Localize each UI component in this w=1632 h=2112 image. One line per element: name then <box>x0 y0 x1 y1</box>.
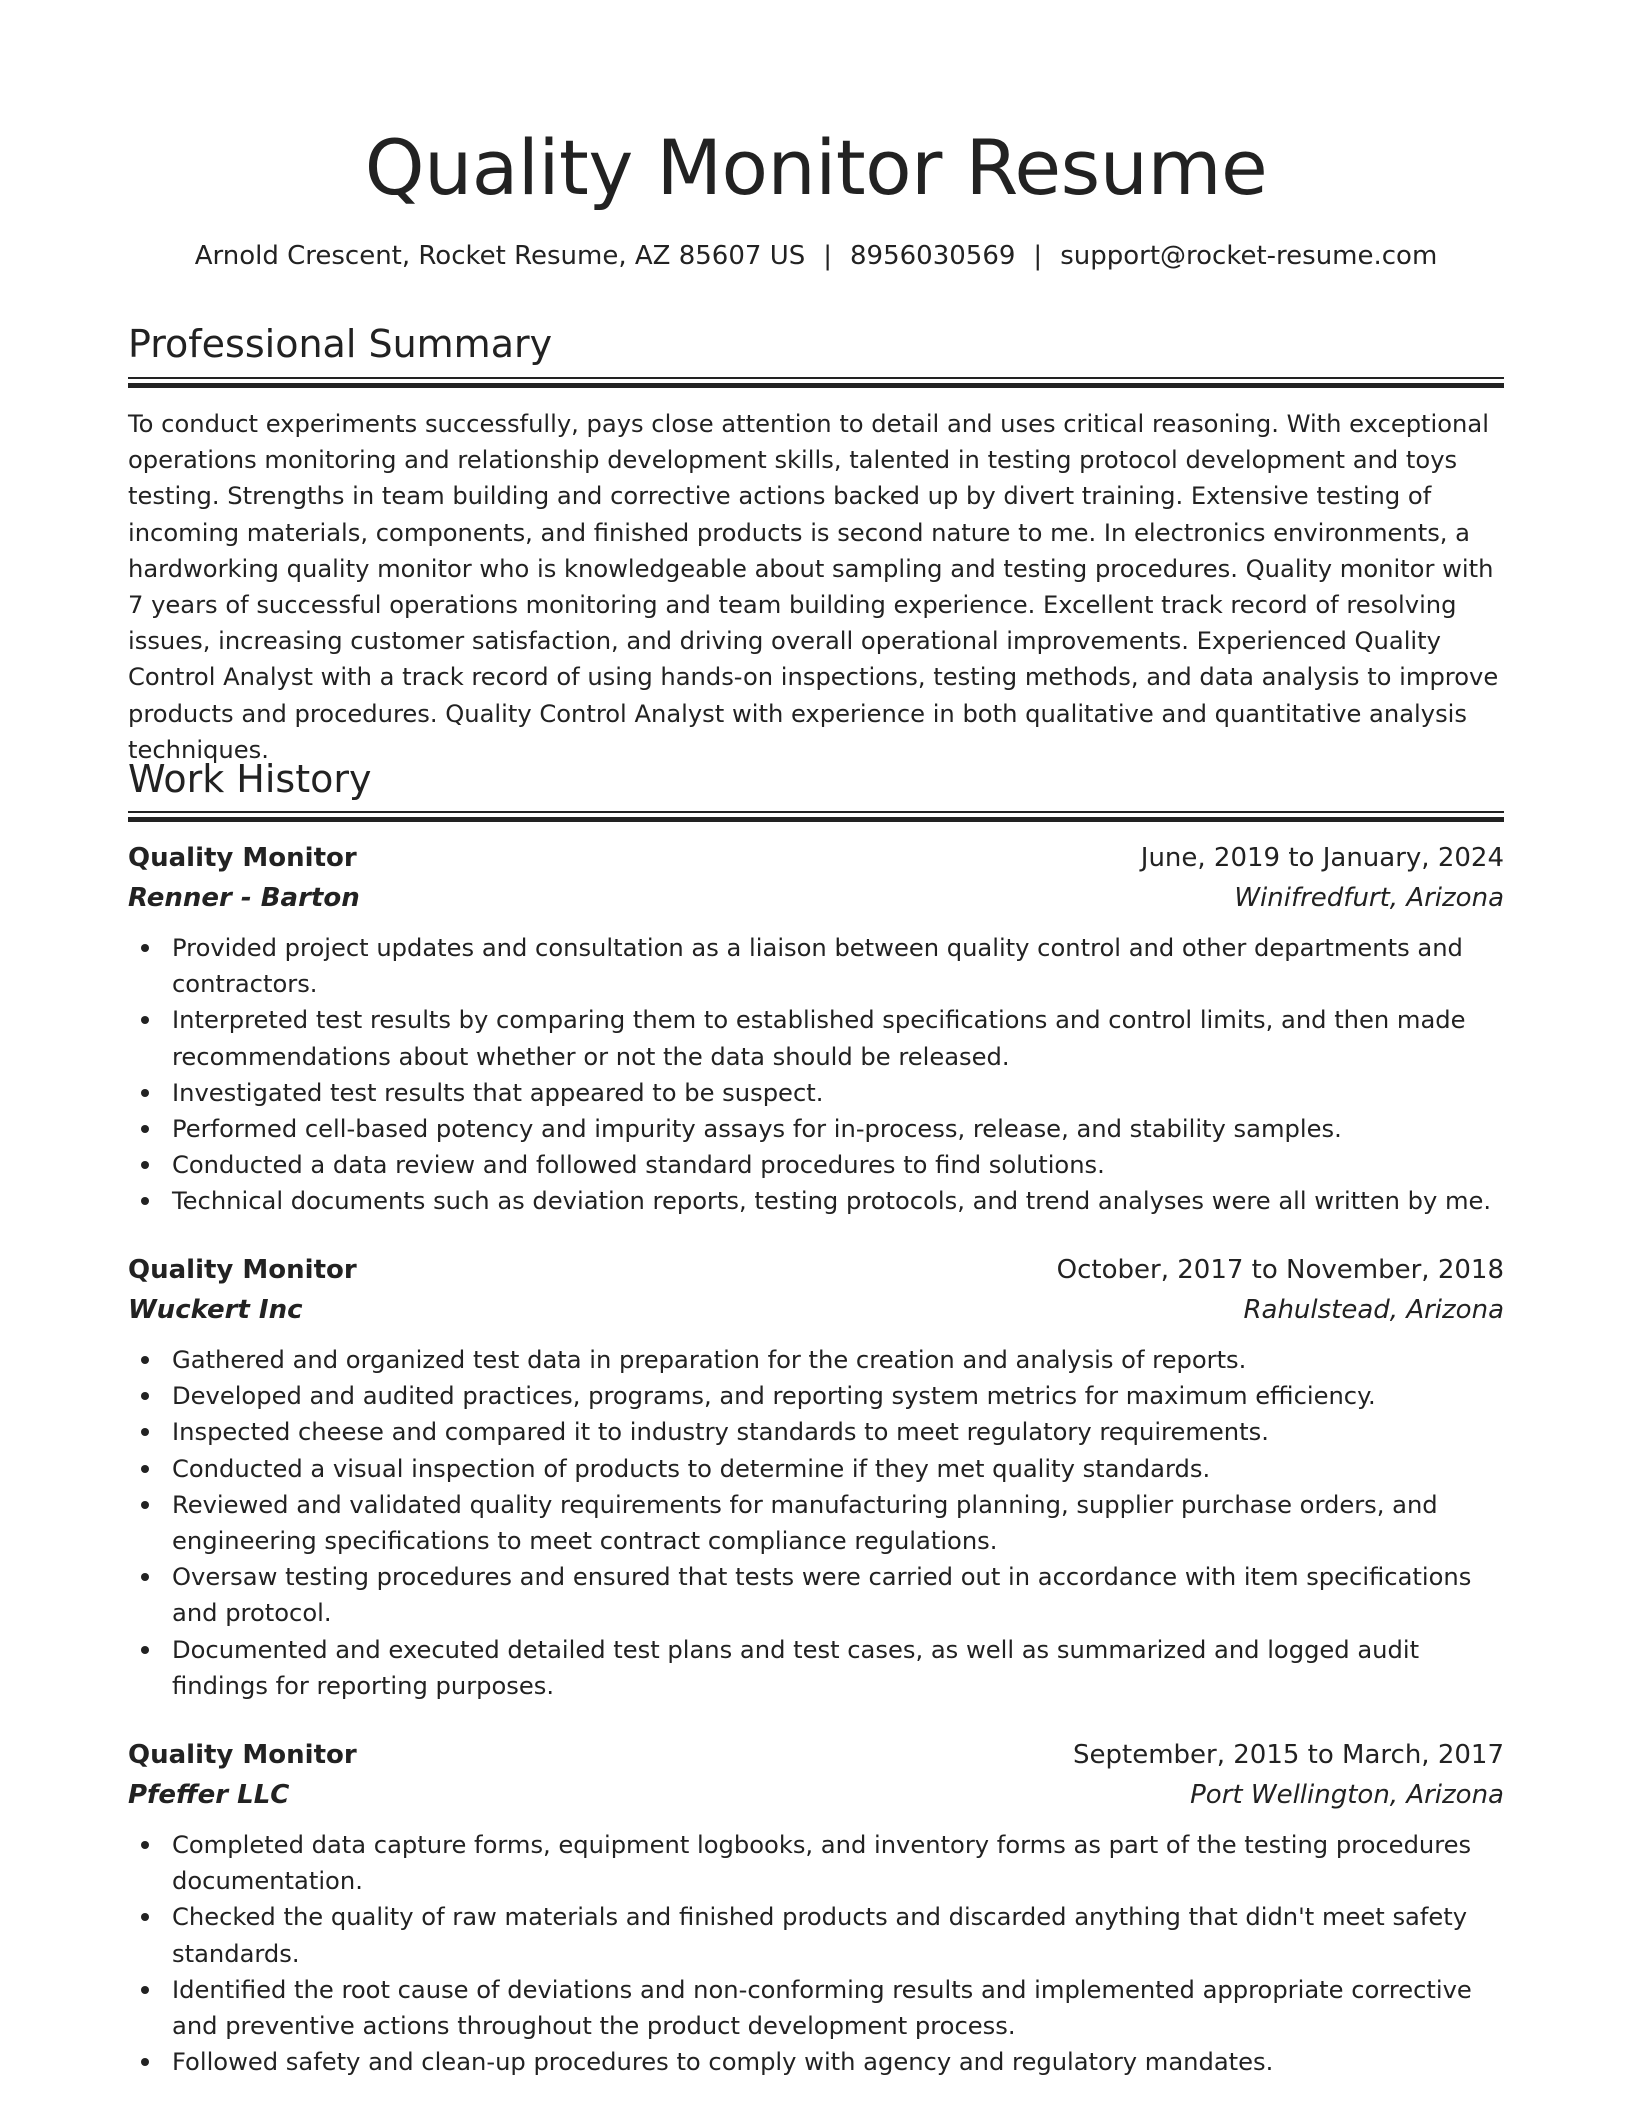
list-item: Conducted a visual inspection of products to determine if they met quality standards. <box>128 1451 1504 1487</box>
list-item: Interpreted test results by comparing them to established specifications and control limits, and then made recommendations about whether or not the data should be released. <box>128 1002 1504 1074</box>
job-title: Quality Monitor <box>128 1740 357 1770</box>
job-bullets <box>128 930 1504 1220</box>
job-dates: June, 2019 to January, 2024 <box>1140 843 1504 873</box>
list-item: Technical documents such as deviation reports, testing protocols, and trend analyses were all written by me. <box>128 1183 1504 1219</box>
job-entry <box>128 1250 1504 1704</box>
contact-email: support@rocket-resume.com <box>1060 241 1438 271</box>
contact-line <box>128 238 1504 274</box>
summary-heading: Professional Summary <box>128 322 553 366</box>
job-bullets <box>128 1827 1504 2080</box>
contact-phone: 8956030569 <box>850 241 1016 271</box>
job-company: Renner - Barton <box>128 883 360 913</box>
work-history-heading: Work History <box>128 757 372 801</box>
summary-text: To conduct experiments successfully, pays close attention to detail and uses critical reasoning. With exceptional operations monitoring and relationship development skills, talented in testing protocol development and toys testing. Strengths in team building and corrective actions backed up by divert training. Extensive testing of incoming materials, components, and finished products is second nature to me. In electronics environments, a hardworking quality monitor who is knowledgeable about sampling and testing procedures. Quality monitor with 7 years of successful operations monitoring and team building experience. Excellent track record of resolving issues, increasing customer satisfaction, and driving overall operational improvements. Experienced Quality Control Analyst with a track record of using hands-on inspections, testing methods, and data analysis to improve products and procedures. Quality Control Analyst with experience in both qualitative and quantitative analysis techniques. <box>128 410 1499 764</box>
list-item: Oversaw testing procedures and ensured that tests were carried out in accordance with item specifications and protocol. <box>128 1559 1504 1631</box>
list-item: Provided project updates and consultation as a liaison between quality control and other departments and contractors. <box>128 930 1504 1002</box>
list-item: Reviewed and validated quality requirements for manufacturing planning, supplier purchase orders, and engineering specifications to meet contract compliance regulations. <box>128 1487 1504 1559</box>
resume-title: Quality Monitor Resume <box>364 123 1268 212</box>
job-title: Quality Monitor <box>128 843 357 873</box>
list-item: Investigated test results that appeared to be suspect. <box>128 1075 1504 1111</box>
job-location: Port Wellington, Arizona <box>1190 1780 1504 1810</box>
job-header-row <box>128 1735 1504 1775</box>
job-location: Rahulstead, Arizona <box>1243 1295 1504 1325</box>
list-item: Gathered and organized test data in preparation for the creation and analysis of reports. <box>128 1342 1504 1378</box>
list-item: Performed cell-based potency and impurity assays for in-process, release, and stability samples. <box>128 1111 1504 1147</box>
list-item: Completed data capture forms, equipment logbooks, and inventory forms as part of the testing procedures documentation. <box>128 1827 1504 1899</box>
contact-address: Arnold Crescent, Rocket Resume, AZ 85607 US <box>194 241 806 271</box>
list-item: Inspected cheese and compared it to industry standards to meet regulatory requirements. <box>128 1414 1504 1450</box>
job-title: Quality Monitor <box>128 1255 357 1285</box>
job-header-row <box>128 838 1504 878</box>
job-company-row <box>128 878 1504 918</box>
contact-separator: | <box>1033 241 1043 271</box>
job-company-row <box>128 1775 1504 1815</box>
job-header-row <box>128 1250 1504 1290</box>
job-company: Pfeffer LLC <box>128 1780 290 1810</box>
job-bullets <box>128 1342 1504 1704</box>
job-dates: September, 2015 to March, 2017 <box>1073 1740 1504 1770</box>
list-item: Followed safety and clean-up procedures to comply with agency and regulatory mandates. <box>128 2044 1504 2080</box>
job-entry <box>128 838 1504 1220</box>
job-dates: October, 2017 to November, 2018 <box>1056 1255 1504 1285</box>
contact-separator: | <box>823 241 832 271</box>
list-item: Developed and audited practices, programs, and reporting system metrics for maximum efficiency. <box>128 1378 1504 1414</box>
job-location: Winifredfurt, Arizona <box>1234 883 1504 913</box>
list-item: Conducted a data review and followed standard procedures to find solutions. <box>128 1147 1504 1183</box>
job-company-row <box>128 1290 1504 1330</box>
section-divider <box>128 811 1504 821</box>
job-entry <box>128 1735 1504 2080</box>
section-divider <box>128 377 1504 387</box>
job-company: Wuckert Inc <box>128 1295 303 1325</box>
list-item: Checked the quality of raw materials and finished products and discarded anything that didn't meet safety standards. <box>128 1899 1504 1971</box>
list-item: Identified the root cause of deviations and non-conforming results and implemented appropriate corrective and preventive actions throughout the product development process. <box>128 1972 1504 2044</box>
list-item: Documented and executed detailed test plans and test cases, as well as summarized and logged audit findings for reporting purposes. <box>128 1632 1504 1704</box>
